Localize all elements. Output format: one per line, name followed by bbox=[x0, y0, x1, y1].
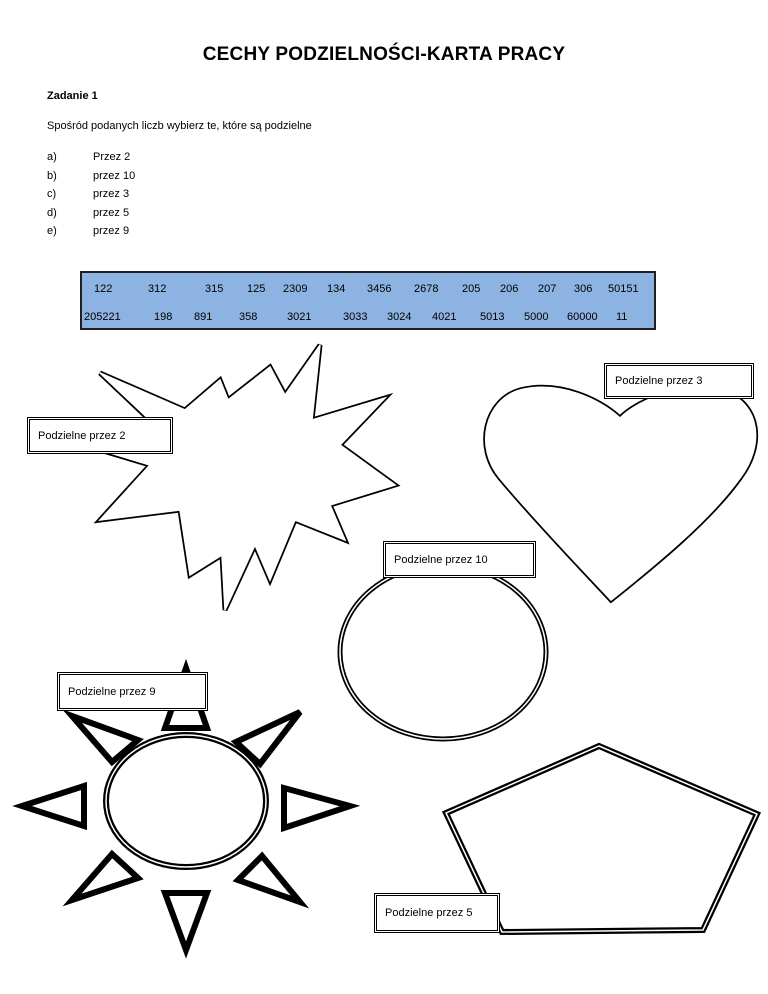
number: 5013 bbox=[480, 311, 505, 323]
label-divisible-by-10 bbox=[383, 541, 536, 578]
label-divisible-by-5 bbox=[374, 893, 500, 933]
number: 198 bbox=[154, 311, 173, 323]
number: 206 bbox=[500, 283, 519, 295]
number: 358 bbox=[239, 311, 258, 323]
option-text: przez 3 bbox=[93, 188, 130, 200]
number: 2309 bbox=[283, 283, 308, 295]
number: 125 bbox=[247, 283, 266, 295]
option-text: Przez 2 bbox=[93, 151, 131, 163]
option-letter: a) bbox=[47, 151, 57, 163]
number: 122 bbox=[94, 283, 113, 295]
option-letter: d) bbox=[47, 206, 57, 219]
option-letter: c) bbox=[47, 188, 57, 200]
label-divisible-by-9 bbox=[57, 672, 208, 711]
task-instruction: Spośród podanych liczb wybierz te, które są podzielne bbox=[47, 120, 312, 132]
label-text: Podzielne przez 3 bbox=[615, 375, 703, 387]
number: 205 bbox=[462, 283, 481, 295]
label-divisible-by-3 bbox=[604, 363, 754, 399]
number: 3456 bbox=[367, 283, 392, 295]
number: 50151 bbox=[608, 283, 639, 295]
option-text: przez 10 bbox=[93, 169, 136, 182]
number: 11 bbox=[616, 311, 628, 323]
number: 312 bbox=[148, 283, 167, 295]
option-text: przez 5 bbox=[93, 206, 130, 219]
page-title: CECHY PODZIELNOŚCI-KARTA PRACY bbox=[202, 44, 566, 65]
number: 205221 bbox=[84, 311, 121, 323]
number: 315 bbox=[205, 283, 224, 295]
number: 3033 bbox=[343, 311, 368, 323]
label-text: Podzielne przez 10 bbox=[394, 553, 488, 566]
label-text: Podzielne przez 2 bbox=[38, 429, 126, 442]
label-divisible-by-2 bbox=[27, 417, 173, 454]
task-label: Zadanie 1 bbox=[47, 90, 98, 102]
number: 306 bbox=[574, 283, 593, 295]
number: 5000 bbox=[524, 311, 549, 323]
label-text: Podzielne przez 5 bbox=[385, 907, 473, 919]
number: 2678 bbox=[414, 283, 439, 295]
number: 891 bbox=[194, 311, 213, 323]
option-letter: b) bbox=[47, 169, 57, 182]
number: 3021 bbox=[287, 311, 312, 323]
number: 134 bbox=[327, 283, 346, 295]
label-text: Podzielne przez 9 bbox=[68, 685, 156, 698]
number: 207 bbox=[538, 283, 557, 295]
option-letter: e) bbox=[47, 225, 57, 237]
circle-shape bbox=[340, 565, 546, 739]
number: 60000 bbox=[567, 311, 598, 323]
number: 3024 bbox=[387, 311, 412, 323]
number: 4021 bbox=[432, 311, 457, 323]
option-text: przez 9 bbox=[93, 225, 130, 237]
